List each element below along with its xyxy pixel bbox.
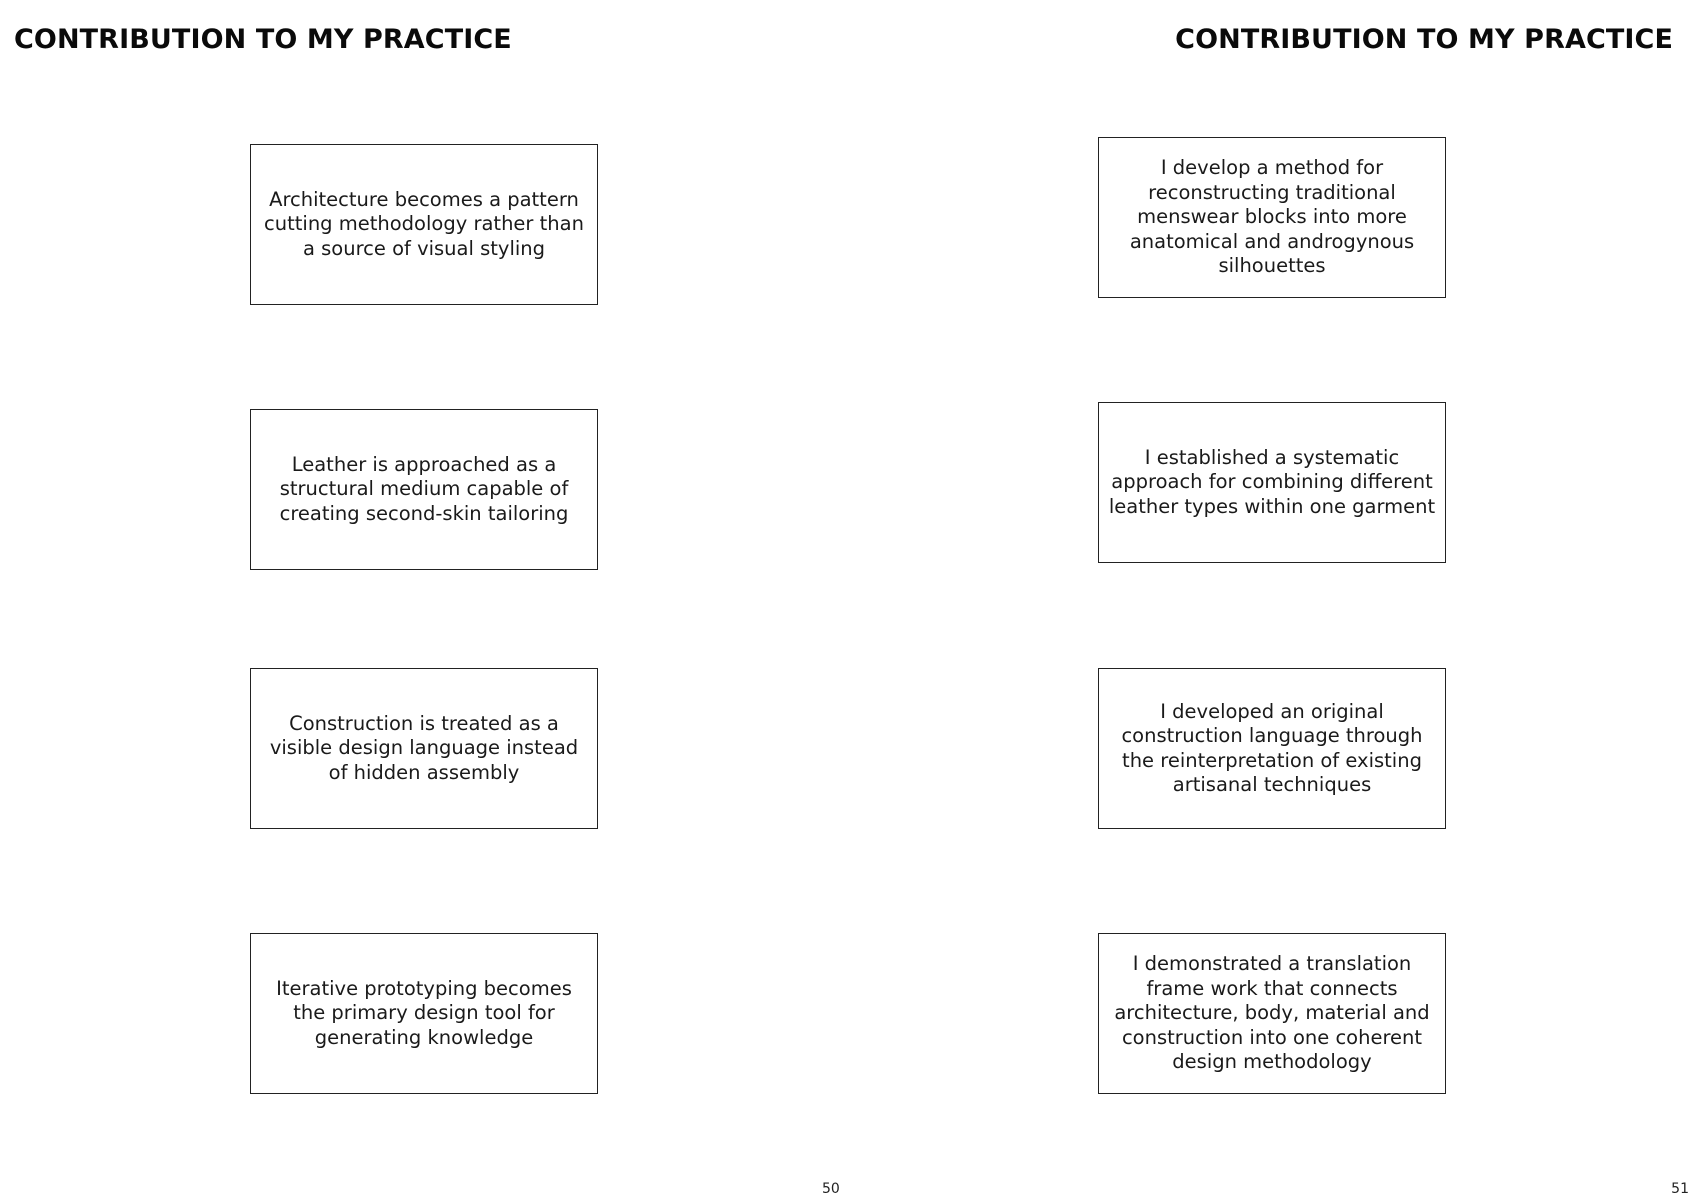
contribution-text: Leather is approached as a structural medium capable of creating second-skin tailoring <box>279 452 569 525</box>
contribution-text: I developed an original construction language through the reinterpretation of existing artisanal techniques <box>1121 699 1423 796</box>
contribution-box <box>1098 137 1446 298</box>
right-page <box>847 0 1694 1200</box>
contribution-box <box>250 668 598 829</box>
page-heading: CONTRIBUTION TO MY PRACTICE <box>1175 24 1673 55</box>
page-number: 50 <box>822 1181 840 1197</box>
page-heading: CONTRIBUTION TO MY PRACTICE <box>14 24 512 55</box>
page-number: 51 <box>1671 1181 1689 1197</box>
contribution-text: Architecture becomes a pattern cutting methodology rather than a source of visual styling <box>264 187 584 260</box>
contribution-text: Construction is treated as a visible design language instead of hidden assembly <box>269 711 579 784</box>
contribution-box <box>1098 933 1446 1094</box>
contribution-text: Iterative prototyping becomes the primary design tool for generating knowledge <box>276 976 572 1049</box>
contribution-box <box>250 933 598 1094</box>
contribution-box <box>1098 402 1446 563</box>
contribution-text: I develop a method for reconstructing traditional menswear blocks into more anatomical and androgynous silhouettes <box>1129 156 1415 278</box>
contribution-text: I established a systematic approach for combining different leather types within one garment <box>1108 445 1436 518</box>
contribution-text: I demonstrated a translation frame work that connects architecture, body, material and construction into one coherent design methodology <box>1114 952 1430 1074</box>
contribution-box <box>250 409 598 570</box>
contribution-box <box>1098 668 1446 829</box>
contribution-box <box>250 144 598 305</box>
